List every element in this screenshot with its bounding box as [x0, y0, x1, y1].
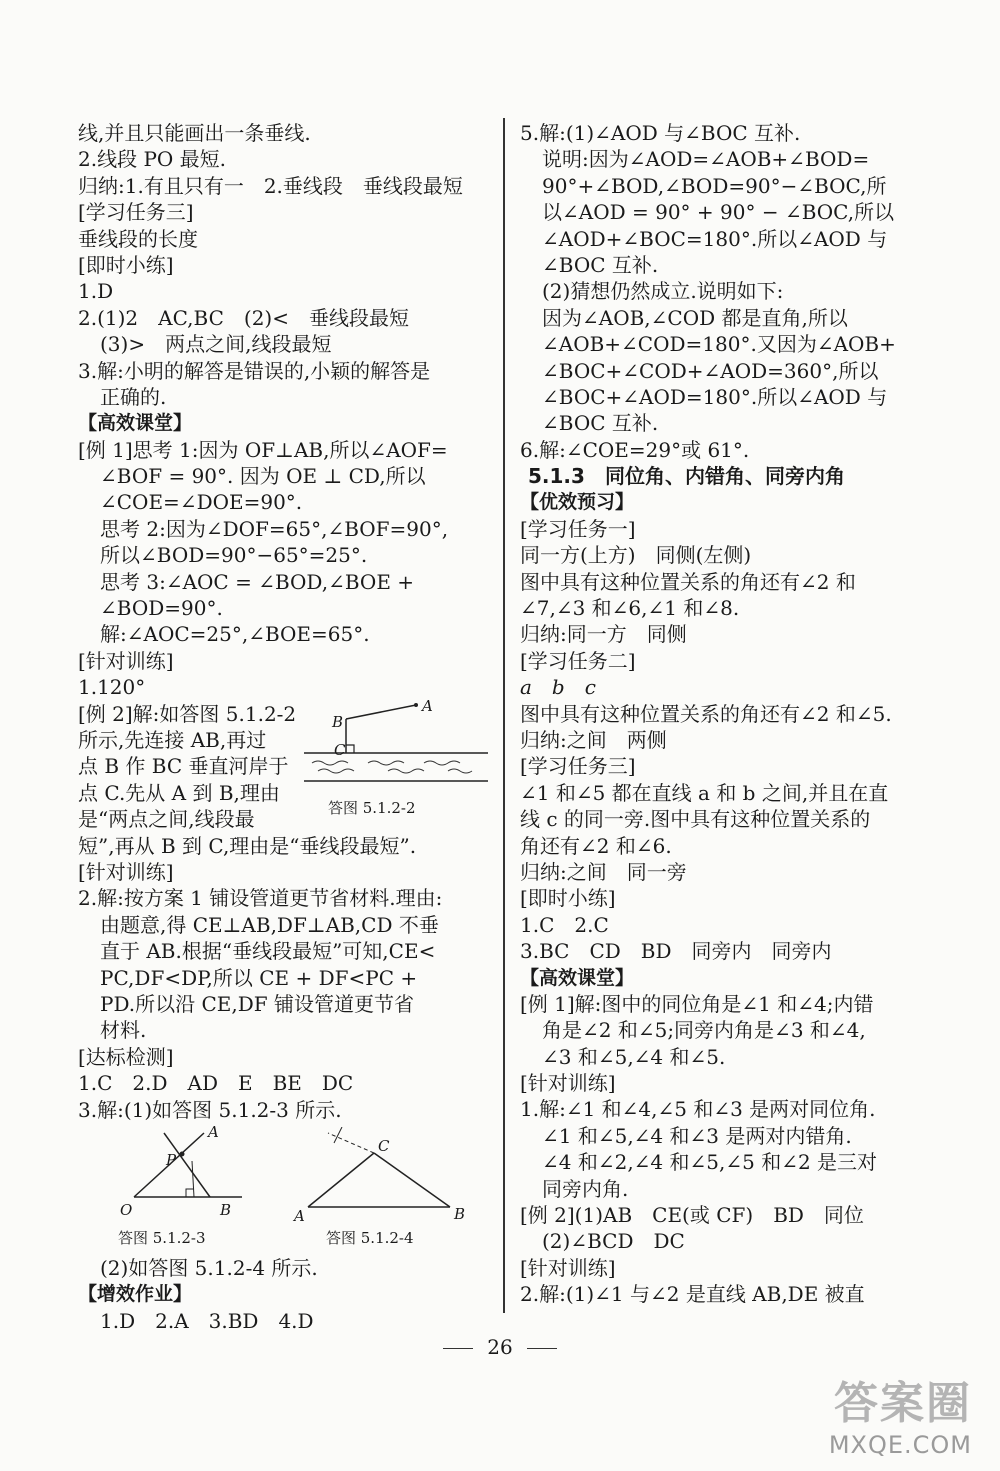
text-line: 1.D 2.A 3.BD 4.D: [100, 1308, 314, 1333]
text-line: 归纳:同一方 同侧: [520, 622, 687, 647]
text-line: PC,DF<DP,所以 CE + DF<PC +: [100, 965, 418, 990]
text-line: 角是∠2 和∠5;同旁内角是∠3 和∠4,: [542, 1018, 866, 1043]
text-line: ∠4 和∠2,∠4 和∠5,∠5 和∠2 是三对: [542, 1150, 878, 1175]
text-line: [学习任务三]: [520, 754, 636, 779]
section-heading: 【高效课堂】: [78, 412, 193, 435]
text-line: ∠BOC+∠AOD=180°.所以∠AOD 与: [542, 384, 888, 409]
text-line: ∠AOB+∠COD=180°.又因为∠AOB+: [542, 332, 896, 357]
text-line: 由题意,得 CE⊥AB,DF⊥AB,CD 不垂: [100, 912, 439, 937]
figure-5-1-2-4: [294, 1127, 488, 1255]
figure-caption: 答图 5.1.2-4: [326, 1228, 414, 1247]
text-line: ∠1 和∠5,∠4 和∠3 是两对内错角.: [542, 1123, 852, 1148]
text-line: (2)猜想仍然成立.说明如下:: [542, 279, 784, 304]
text-line: 说明:因为∠AOD=∠AOB+∠BOD=: [542, 147, 870, 172]
text-line: 归纳:之间 同一旁: [520, 859, 687, 884]
text-line: 归纳:之间 两侧: [520, 727, 667, 752]
figure-5-1-2-2: [298, 696, 488, 833]
text-line: 所以∠BOD=90°−65°=25°.: [100, 543, 368, 568]
text-line: ∠AOD+∠BOC=180°.所以∠AOD 与: [542, 226, 888, 251]
text-line: [学习任务一]: [520, 516, 636, 541]
figure-5-1-2-3: [114, 1122, 274, 1255]
lesson-heading: 5.1.3 同位角、内错角、同旁内角: [528, 464, 845, 489]
text-line: 短”,再从 B 到 C,理由是“垂线段最短”.: [78, 833, 417, 858]
text-line: 图中具有这种位置关系的角还有∠2 和: [520, 569, 856, 594]
text-line: ∠BOC 互补.: [542, 411, 659, 436]
text-line: 2.线段 PO 最短.: [78, 147, 227, 172]
text-line: [例 2](1)AB CE(或 CF) BD 同位: [520, 1203, 864, 1228]
text-line: ∠BOC 互补.: [542, 252, 659, 277]
label-b: B: [220, 1200, 232, 1219]
label-a: A: [422, 696, 433, 715]
text-line: 正确的.: [100, 384, 167, 409]
text-line: 点 C.先从 A 到 B,理由: [78, 780, 280, 805]
label-a: A: [294, 1206, 305, 1225]
page-number: 26: [487, 1335, 513, 1359]
label-c: C: [334, 740, 346, 759]
text-line: 线,并且只能画出一条垂线.: [78, 121, 311, 145]
text-line: [学习任务三]: [78, 200, 194, 225]
text-line: 2.(1)2 AC,BC (2)< 垂线段最短: [78, 305, 409, 330]
text-line: [即时小练]: [78, 252, 174, 277]
text-line: 90°+∠BOD,∠BOD=90°−∠BOC,所: [542, 173, 887, 198]
text-line: [针对训练]: [520, 1071, 616, 1096]
text-line: [例 2]解:如答图 5.1.2-2: [78, 701, 297, 726]
text-line: [达标检测]: [78, 1044, 174, 1069]
watermark-url: MXQE.COM: [828, 1431, 972, 1459]
example-2-block: [78, 696, 490, 833]
text-line: 1.C 2.C: [520, 912, 609, 937]
text-line: a b c: [520, 675, 596, 700]
column-divider: [503, 118, 505, 1313]
watermark-logo: 答案圈: [834, 1378, 972, 1429]
perpendicular-diagram-1: [114, 1127, 274, 1227]
label-b: B: [454, 1204, 466, 1223]
section-heading: 【优效预习】: [520, 491, 635, 514]
text-line: 以∠AOD = 90° + 90° − ∠BOC,所以: [542, 200, 895, 225]
text-line: ∠BOD=90°.: [100, 596, 223, 621]
label-a: A: [208, 1122, 219, 1141]
text-line: 同旁内角.: [542, 1176, 629, 1201]
text-line: [即时小练]: [520, 886, 616, 911]
dash-left: [443, 1348, 473, 1349]
text-line: 3.解:小明的解答是错误的,小颖的解答是: [78, 358, 431, 383]
text-line: 线 c 的同一旁.图中具有这种位置关系的: [520, 807, 871, 832]
text-line: 角还有∠2 和∠6.: [520, 833, 672, 858]
text-line: ∠COE=∠DOE=90°.: [100, 490, 303, 515]
watermark: [829, 1367, 972, 1459]
text-line: 5.解:(1)∠AOD 与∠BOC 互补.: [520, 121, 801, 145]
text-line: PD.所以沿 CE,DF 铺设管道更节省: [100, 991, 415, 1016]
text-line: 是“两点之间,线段最: [78, 807, 255, 832]
text-line: (2)∠BCD DC: [542, 1229, 685, 1254]
label-p: P: [166, 1150, 177, 1169]
label-o: O: [120, 1200, 133, 1219]
text-line: (2)如答图 5.1.2-4 所示.: [100, 1255, 318, 1280]
text-line: (3)> 两点之间,线段最短: [100, 332, 332, 357]
section-heading: 【高效课堂】: [520, 966, 635, 989]
text-line: [例 1]思考 1:因为 OF⊥AB,所以∠AOF=: [78, 437, 448, 462]
figure-caption: 答图 5.1.2-3: [118, 1228, 206, 1247]
text-line: 2.解:按方案 1 铺设管道更节省材料.理由:: [78, 886, 443, 911]
text-line: ∠BOC+∠COD+∠AOD=360°,所以: [542, 358, 879, 383]
text-line: 材料.: [100, 1018, 147, 1043]
text-line: 思考 3:∠AOC = ∠BOD,∠BOE +: [100, 569, 415, 594]
text-line: 6.解:∠COE=29°或 61°.: [520, 437, 750, 462]
text-line: 1.解:∠1 和∠4,∠5 和∠3 是两对同位角.: [520, 1097, 876, 1122]
text-line: 1.D: [78, 279, 114, 304]
label-c: C: [378, 1136, 390, 1155]
text-line: ∠7,∠3 和∠6,∠1 和∠8.: [520, 596, 740, 621]
text-line: 1.C 2.D AD E BE DC: [78, 1071, 354, 1096]
text-line: 3.解:(1)如答图 5.1.2-3 所示.: [78, 1097, 342, 1122]
figure-caption: 答图 5.1.2-2: [328, 798, 416, 817]
right-column: [520, 120, 932, 1308]
text-line: [针对训练]: [520, 1255, 616, 1280]
section-heading: 【增效作业】: [78, 1283, 193, 1306]
text-line: ∠3 和∠5,∠4 和∠5.: [542, 1044, 726, 1069]
text-line: 思考 2:因为∠DOF=65°,∠BOF=90°,: [100, 516, 449, 541]
text-line: ∠BOF = 90°. 因为 OE ⊥ CD,所以: [100, 464, 426, 489]
text-line: 点 B 作 BC 垂直河岸于: [78, 754, 289, 779]
text-line: 1.120°: [78, 675, 146, 700]
text-line: 归纳:1.有且只有一 2.垂线段 垂线段最短: [78, 173, 463, 198]
text-line: 同一方(上方) 同侧(左侧): [520, 543, 752, 568]
text-line: 直于 AB.根据“垂线段最短”可知,CE<: [100, 939, 436, 964]
dash-right: [527, 1348, 557, 1349]
text-line: ∠1 和∠5 都在直线 a 和 b 之间,并且在直: [520, 780, 889, 805]
text-line: 因为∠AOB,∠COD 都是直角,所以: [542, 305, 848, 330]
text-line: [学习任务二]: [520, 648, 636, 673]
text-line: 解:∠AOC=25°,∠BOE=65°.: [100, 622, 370, 647]
text-line: [例 1]解:图中的同位角是∠1 和∠4;内错: [520, 991, 874, 1016]
text-line: 3.BC CD BD 同旁内 同旁内: [520, 939, 832, 964]
text-line: 垂线段的长度: [78, 226, 198, 251]
text-line: 所示,先连接 AB,再过: [78, 727, 267, 752]
text-line: [针对训练]: [78, 648, 174, 673]
text-line: 2.解:(1)∠1 与∠2 是直线 AB,DE 被直: [520, 1282, 865, 1307]
label-b: B: [332, 712, 344, 731]
page-number-row: [0, 1335, 1000, 1359]
text-line: [针对训练]: [78, 859, 174, 884]
text-line: 图中具有这种位置关系的角还有∠2 和∠5.: [520, 701, 892, 726]
figures-row: [78, 1123, 490, 1255]
left-column: [78, 120, 490, 1334]
